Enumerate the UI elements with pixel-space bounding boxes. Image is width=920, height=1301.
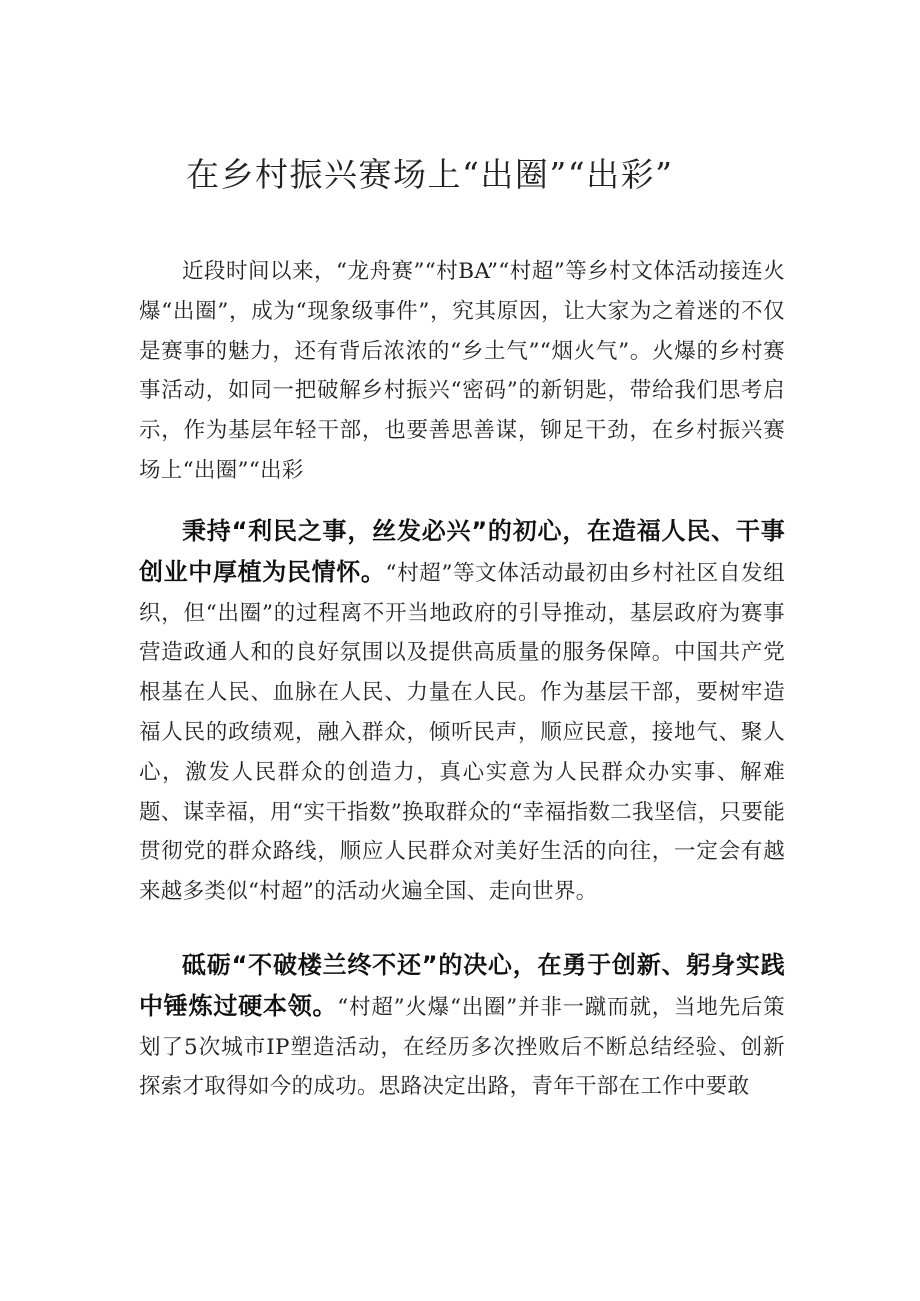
paragraph-3-lead: 砥砺“不破楼兰终不还”的决心，在勇于创新、躬身实践中锤炼过硬本领。 [139, 951, 785, 1020]
paragraph-1 [139, 252, 785, 491]
paragraph-1-text: 近段时间以来，“龙舟赛”“村BA”“村超”等乡村文体活动接连火爆“出圈”，成为“现象级事件”，究其原因，让大家为之着迷的不仅是赛事的魅力，还有背后浓浓的“乡土气”“烟火气”。火爆的乡村赛事活动，如同一把破解乡村振兴“密码”的新钥匙，带给我们思考启示，作为基层年轻干部，也要善思善谋，铆足干劲，在乡村振兴赛场上“出圈”“出彩 [139, 259, 785, 483]
paragraph-3 [139, 946, 785, 1107]
paragraph-2-lead: 秉持“利民之事，丝发必兴”的初心，在造福人民、干事创业中厚植为民情怀。 [139, 517, 785, 586]
paragraph-3-text: “村超”火爆“出圈”并非一蹴而就，当地先后策划了5次城市IP塑造活动，在经历多次挫败后不断总结经验、创新探索才取得如今的成功。思路决定出路，青年干部在工作中要敢 [139, 994, 785, 1100]
paragraph-2 [139, 512, 785, 912]
paragraph-2-text: “村超”等文体活动最初由乡村社区自发组织，但“出圈”的过程离不开当地政府的引导推动，基层政府为赛事营造政通人和的良好氛围以及提供高质量的服务保障。中国共产党根基在人民、血脉在人民、力量在人民。作为基层干部，要树牢造福人民的政绩观，融入群众，倾听民声，顺应民意，接地气、聚人心，激发人民群众的创造力，真心实意为人民群众办实事、解难题、谋幸福，用“实干指数”换取群众的“幸福指数二我坚信，只要能贯彻党的群众路线，顺应人民群众对美好生活的向往，一定会有越来越多类似“村超”的活动火遍全国、走向世界。 [139, 560, 786, 905]
document-title: 在乡村振兴赛场上“出圈”“出彩” [186, 155, 674, 194]
